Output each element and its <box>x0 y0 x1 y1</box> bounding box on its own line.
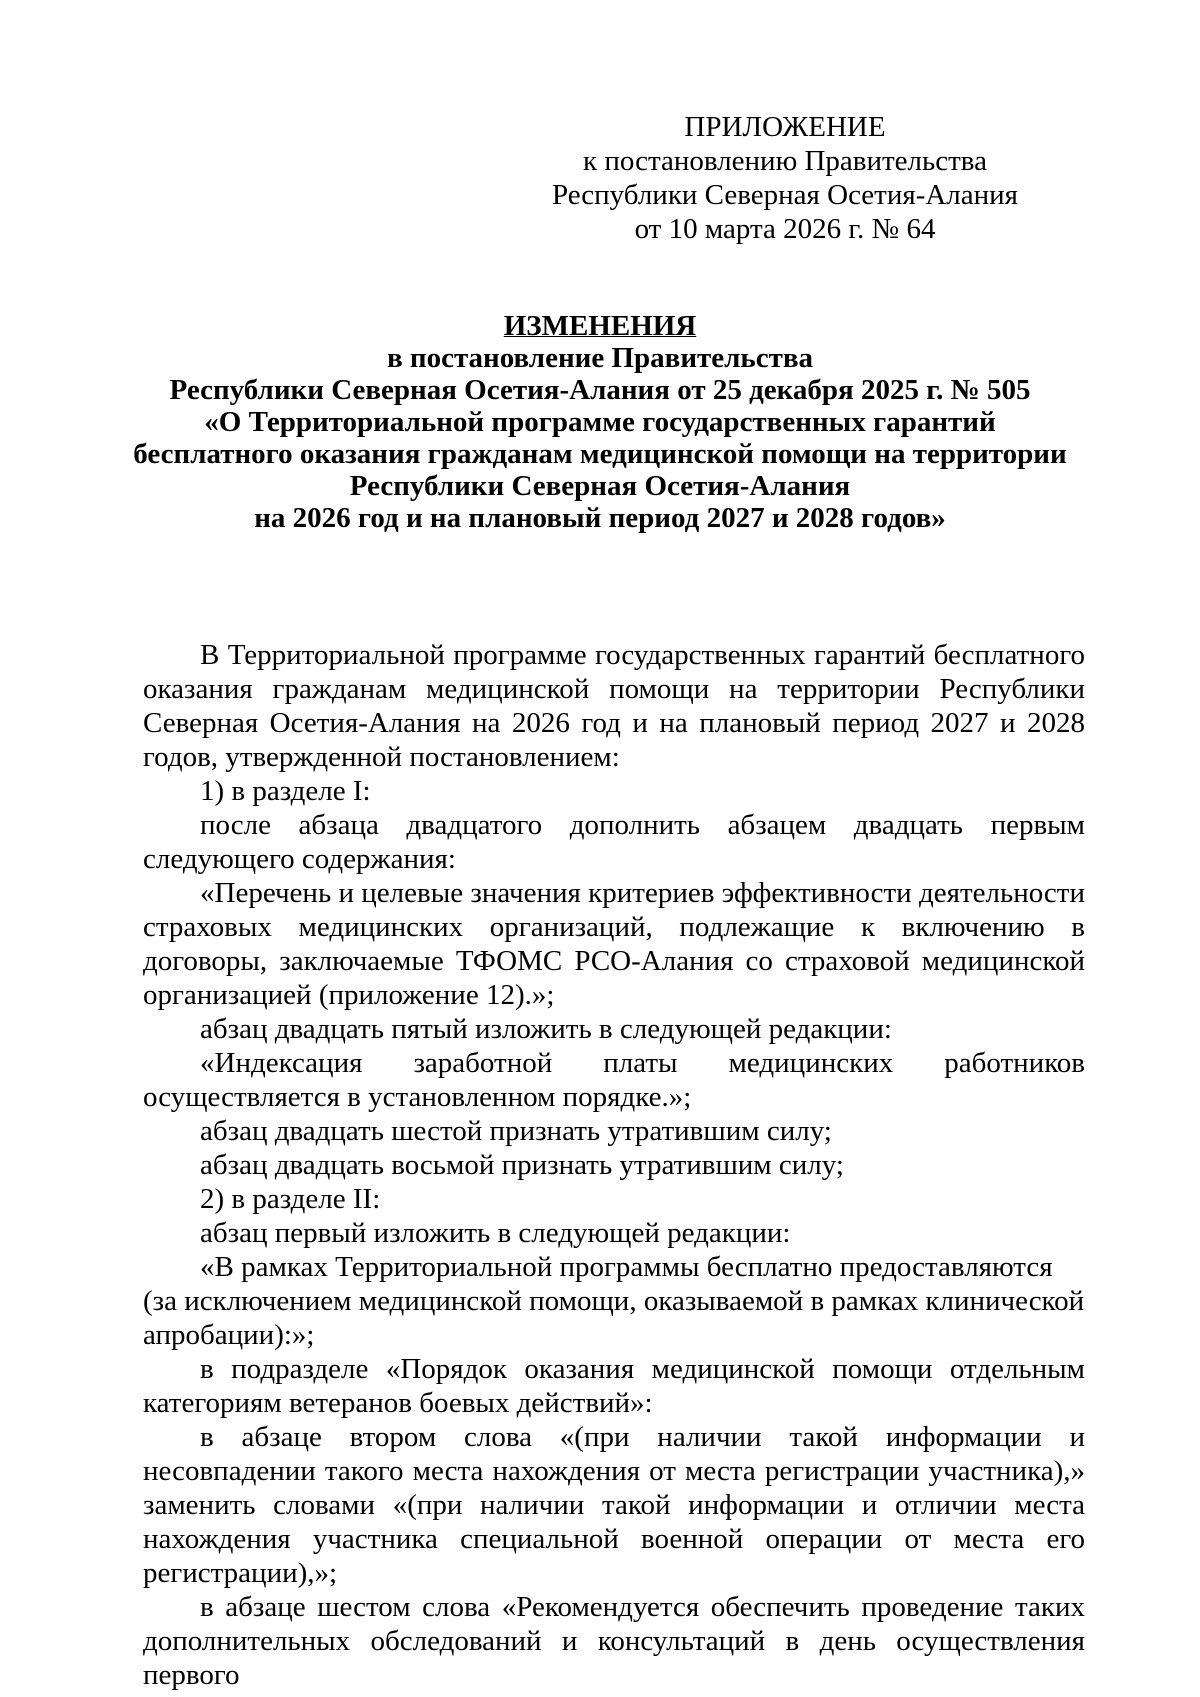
document-body <box>143 638 1085 1692</box>
title-line: в постановление Правительства <box>386 342 814 374</box>
body-paragraph: «Перечень и целевые значения критериев эффективности деятельности страховых медицинских организаций, подлежащие к включению в договоры, заключаемые ТФОМС РСО-Алания со страховой медицинской организацией (приложение 12).»; <box>143 877 1085 1011</box>
appendix-resolution-line: к постановлению Правительства <box>583 145 987 177</box>
title-line: Республики Северная Осетия-Алания от 25 декабря 2025 г. № 505 <box>169 374 1031 406</box>
body-paragraph: абзац двадцать пятый изложить в следующей редакции: <box>200 1013 892 1045</box>
document-title <box>100 310 1100 534</box>
body-paragraph: «Индексация заработной платы медицинских работников осуществляется в установленном порядке.»; <box>143 1047 1085 1113</box>
appendix-label: ПРИЛОЖЕНИЕ <box>684 111 886 143</box>
title-line: «О Территориальной программе государственных гарантий <box>204 406 996 438</box>
body-paragraph: после абзаца двадцатого дополнить абзацем двадцать первым следующего содержания: <box>143 809 1085 875</box>
title-heading: ИЗМЕНЕНИЯ <box>503 310 697 342</box>
body-paragraph: в абзаце шестом слова «Рекомендуется обеспечить проведение таких дополнительных обследований и консультаций в день осуществления первого <box>143 1591 1085 1691</box>
body-paragraph: «В рамках Территориальной программы бесплатно предоставляются (за исключением медицинской помощи, оказываемой в рамках клинической апробации):»; <box>143 1251 1085 1351</box>
body-paragraph: абзац двадцать шестой признать утратившим силу; <box>200 1115 832 1147</box>
title-line: на 2026 год и на плановый период 2027 и 2028 годов» <box>254 502 946 534</box>
title-line: Республики Северная Осетия-Алания <box>349 470 851 502</box>
body-paragraph: абзац двадцать восьмой признать утратившим силу; <box>200 1149 844 1181</box>
title-line: бесплатного оказания гражданам медицинской помощи на территории <box>133 438 1067 470</box>
appendix-date-number: от 10 марта 2026 г. № 64 <box>634 213 936 245</box>
body-paragraph: в абзаце втором слова «(при наличии такой информации и несовпадении такого места нахождения от места регистрации участника),» заменить словами «(при наличии такой информации и отличии места нахождения участника специальной военной операции от места его регистрации),»; <box>143 1421 1085 1589</box>
appendix-header <box>520 110 1050 246</box>
body-paragraph: абзац первый изложить в следующей редакции: <box>200 1217 791 1249</box>
body-paragraph: в подразделе «Порядок оказания медицинской помощи отдельным категориям ветеранов боевых действий»: <box>143 1353 1085 1419</box>
body-paragraph: 1) в разделе I: <box>200 775 371 807</box>
appendix-republic-line: Республики Северная Осетия-Алания <box>551 179 1019 211</box>
body-paragraph: 2) в разделе II: <box>200 1183 381 1215</box>
body-paragraph: В Территориальной программе государственных гарантий бесплатного оказания гражданам медицинской помощи на территории Республики Северная Осетия-Алания на 2026 год и на плановый период 2027 и 2028 годов, утвержденной постановлением: <box>143 639 1085 773</box>
